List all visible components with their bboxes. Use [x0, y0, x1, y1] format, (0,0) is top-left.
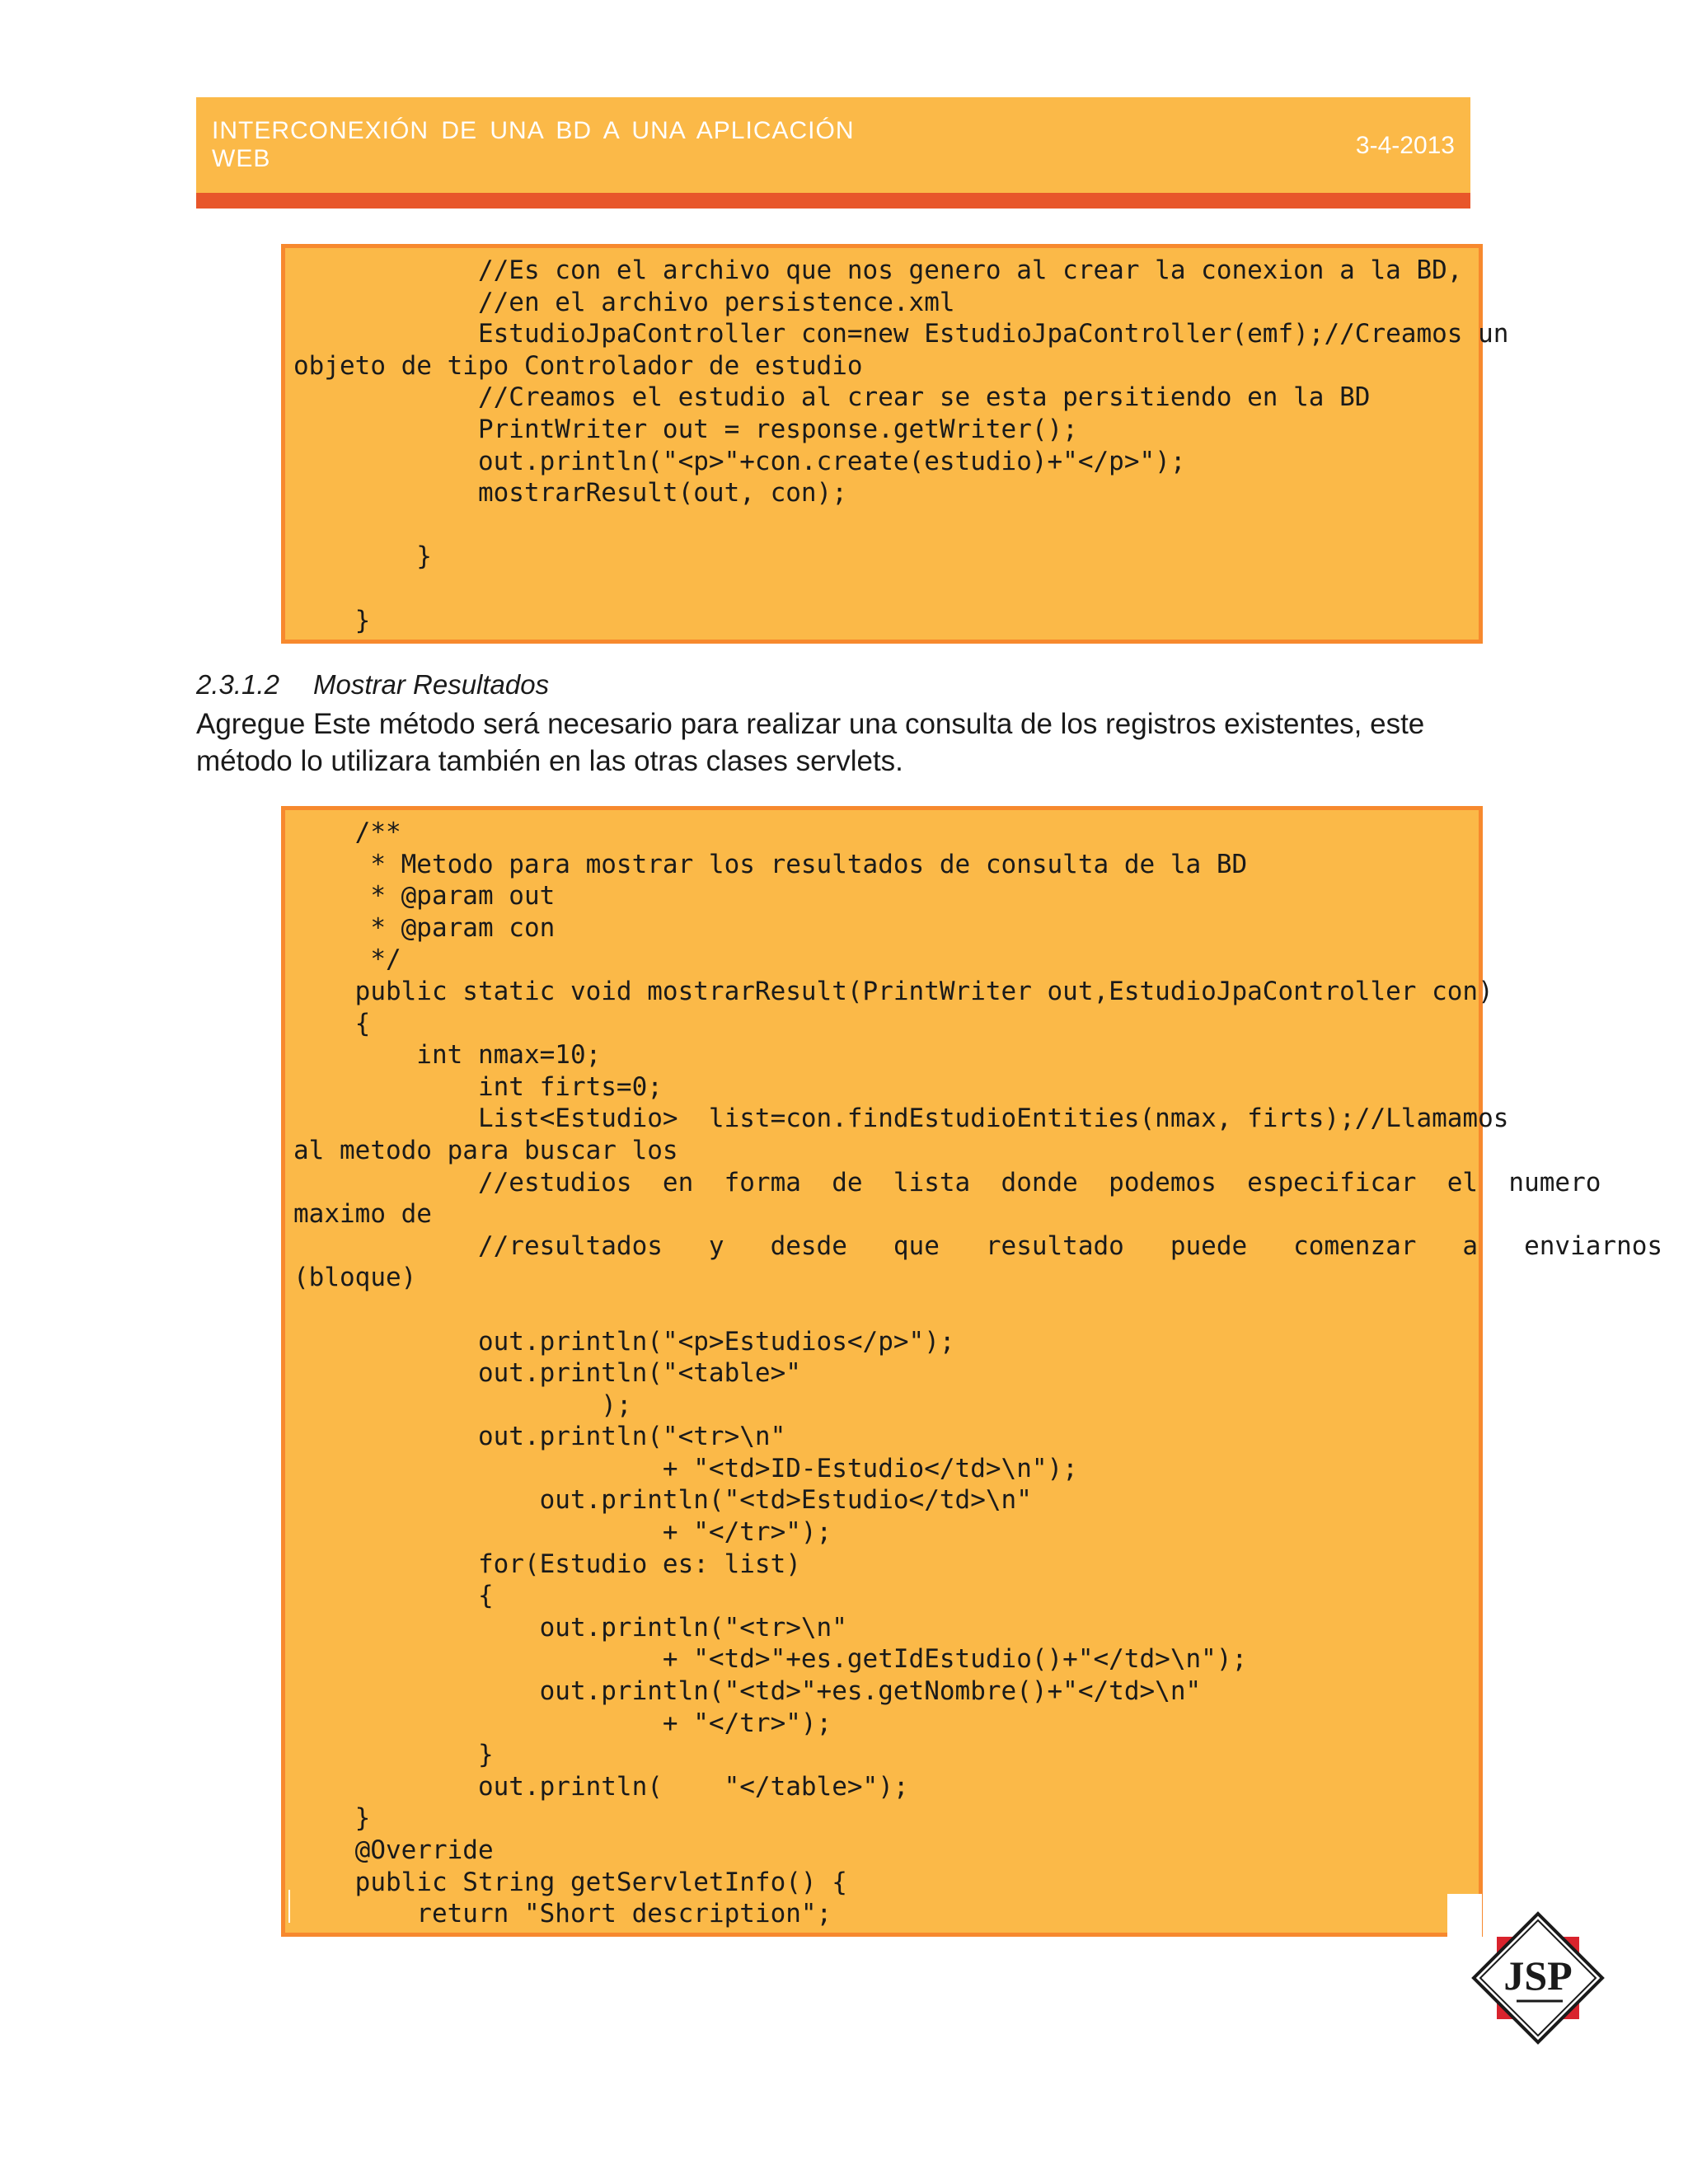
text-cursor: [288, 1890, 290, 1923]
logo-text: JSP: [1503, 1952, 1573, 1999]
document-title: INTERCONEXIÓN DE UNA BD A UNA APLICACIÓN WEB: [212, 117, 855, 172]
code-block-mostrar-result: [281, 806, 1663, 1937]
jsp-logo-icon: [1469, 1909, 1607, 2047]
document-date: 3-4-2013: [1355, 132, 1455, 159]
header-accent-bar: [196, 193, 1470, 209]
section-title: Mostrar Resultados: [313, 669, 550, 700]
section-heading: [196, 669, 549, 701]
code-text: //Es con el archivo que nos genero al crear la conexion a la BD, //en el archivo persistence.xml EstudioJpaController con=new EstudioJpaController(emf);//Creamos un objeto de tipo Controlador de estudio //Creamos el estudio al crear se esta persitiendo en la BD PrintWriter out = response.getWriter(); out.println("<p>"+con.create(estudio)+"</p>"); mostrarResult(out, con); } }: [293, 255, 1509, 635]
code-block-servlet-end: [281, 244, 1509, 644]
page-header: [196, 97, 1470, 193]
section-paragraph: Agregue Este método será necesario para realizar una consulta de los registros existentes, este método lo utilizara también en las otras clases servlets.: [196, 708, 1425, 777]
section-number: 2.3.1.2: [196, 669, 279, 700]
code-text: /** * Metodo para mostrar los resultados de consulta de la BD * @param out * @param con */ public static void mostrarResult(PrintWriter out,EstudioJpaController con) { int nmax=10; int firts=0; List<Estudio> list=con.findEstudioEntities(nmax, firts);//Llamamos al metodo para buscar los //estudios en forma de lista donde podemos especificar el numero maximo de //resultados y desde que resultado puede comenzar a enviarnos (bloque) out.println("<p>Estudios</p>"); out.println("<table>" ); out.println("<tr>\n" + "<td>ID-Estudio</td>\n"); out.println("<td>Estudio</td>\n" + "</tr>"); for(Estudio es: list) { out.println("<tr>\n" + "<td>"+es.getIdEstudio()+"</td>\n"); out.println("<td>"+es.getNombre()+"</td>\n" + "</tr>"); } out.println( "</table>"); } @Override public String getServletInfo() { return "Short description";: [293, 818, 1663, 1929]
